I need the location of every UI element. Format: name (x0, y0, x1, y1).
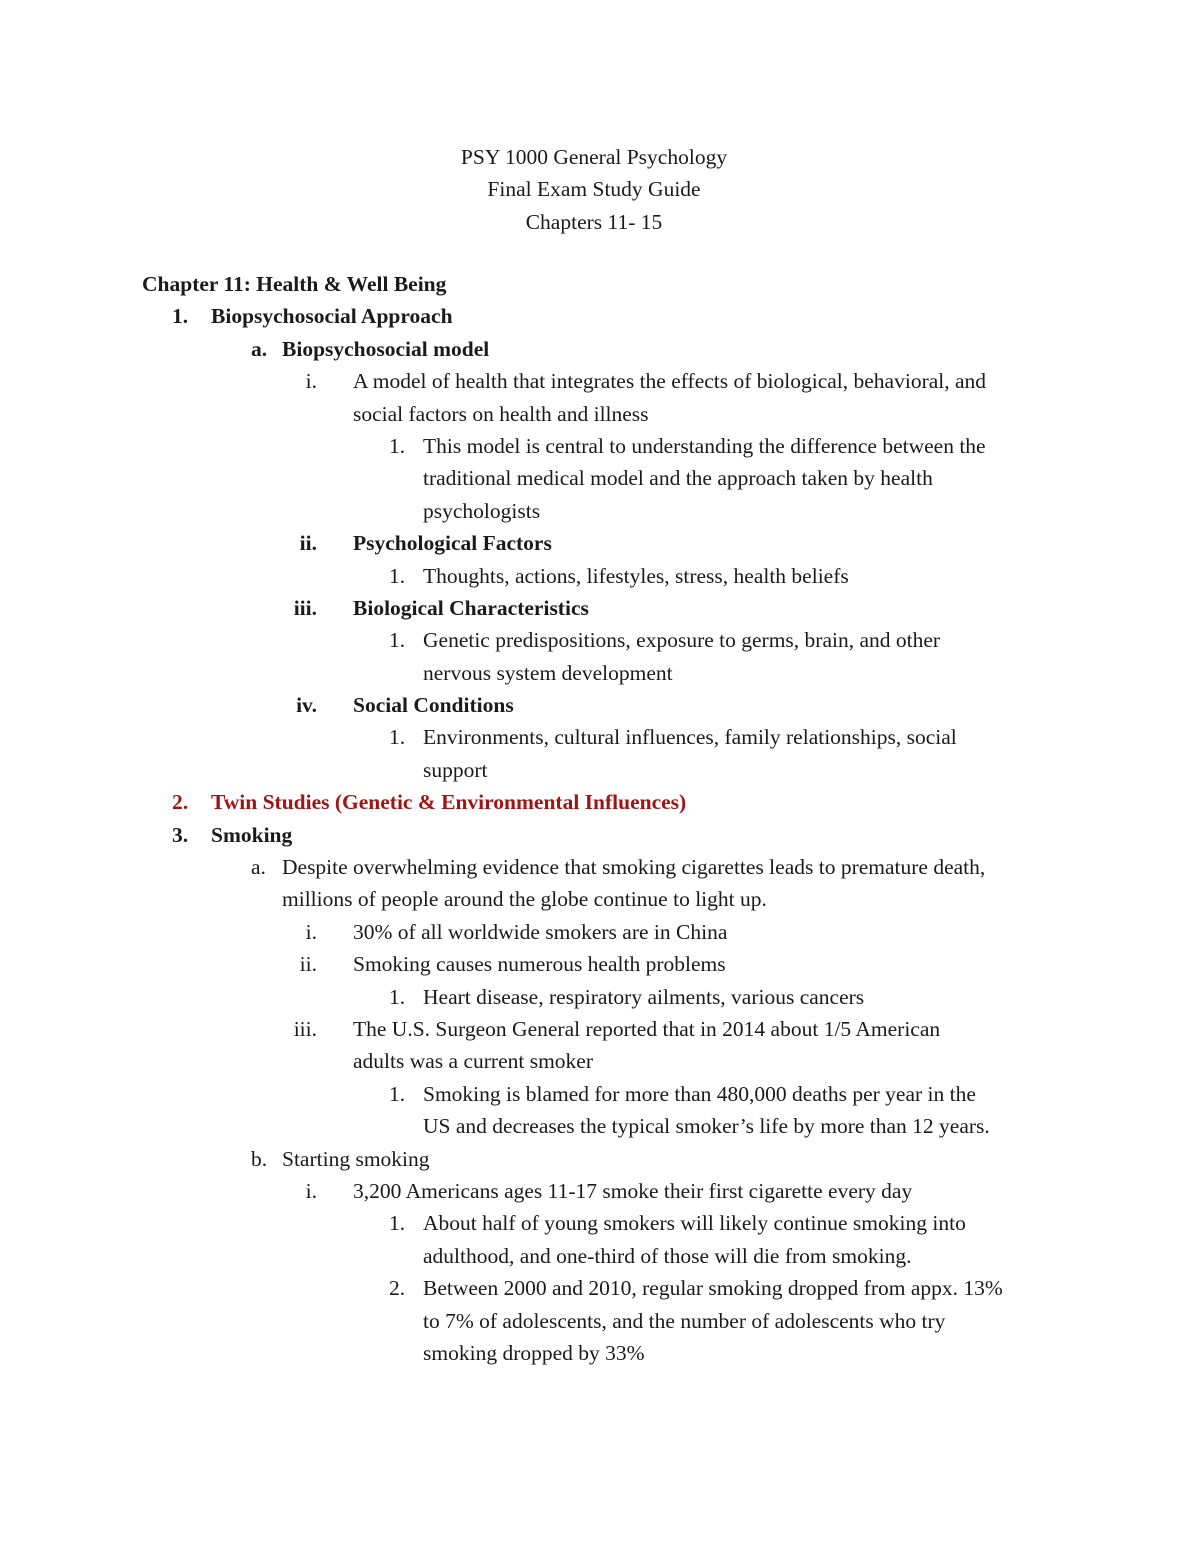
item-title: Biological Characteristics (353, 595, 589, 620)
item-text: smoking dropped by 33% (423, 1340, 645, 1365)
item-text: Starting smoking (282, 1146, 430, 1171)
chapter-heading (0, 268, 1200, 300)
list-number: 1. (172, 304, 189, 329)
list-item-continuation (0, 883, 1200, 915)
section-title-highlighted: Twin Studies (Genetic & Environmental Influences) (211, 790, 687, 815)
chapter-11-heading: Chapter 11: Health & Well Being (142, 272, 447, 296)
list-item (0, 1207, 1200, 1239)
list-roman: i. (305, 369, 317, 394)
item-text: millions of people around the globe continue to light up. (282, 887, 767, 912)
list-item-continuation (0, 1045, 1200, 1077)
list-item (0, 786, 1200, 818)
item-text: Between 2000 and 2010, regular smoking dropped from appx. 13% (423, 1276, 1003, 1301)
list-item-continuation (0, 754, 1200, 786)
item-text: About half of young smokers will likely continue smoking into (423, 1211, 966, 1236)
list-roman: iii. (293, 1016, 317, 1041)
title-block (0, 141, 1188, 238)
list-letter: a. (251, 336, 268, 361)
item-text: Environments, cultural influences, family relationships, social (423, 725, 957, 750)
list-item (0, 721, 1200, 753)
list-letter: b. (251, 1146, 268, 1171)
list-number: 2. (172, 790, 189, 815)
item-text: US and decreases the typical smoker’s life by more than 12 years. (423, 1114, 990, 1139)
list-roman: iii. (293, 595, 317, 620)
section-title: Biopsychosocial Approach (211, 304, 453, 329)
item-text: adulthood, and one-third of those will die from smoking. (423, 1243, 912, 1268)
list-item (0, 300, 1200, 332)
item-text: A model of health that integrates the effects of biological, behavioral, and (353, 369, 987, 394)
list-item (0, 365, 1200, 397)
item-text: nervous system development (423, 660, 673, 685)
item-title: Social Conditions (353, 693, 514, 718)
list-number: 1. (389, 628, 406, 653)
section-title: Smoking (211, 822, 293, 847)
item-title: Psychological Factors (353, 531, 552, 556)
list-roman: ii. (299, 952, 317, 977)
list-item-continuation (0, 495, 1200, 527)
list-item (0, 430, 1200, 462)
item-text: support (423, 757, 488, 782)
item-text: 30% of all worldwide smokers are in China (353, 919, 728, 944)
list-number: 1. (389, 433, 406, 458)
item-text: to 7% of adolescents, and the number of adolescents who try (423, 1308, 946, 1333)
item-text: Despite overwhelming evidence that smoking cigarettes leads to premature death, (282, 855, 986, 880)
list-item (0, 981, 1200, 1013)
item-text: psychologists (423, 498, 541, 523)
item-text: Thoughts, actions, lifestyles, stress, health beliefs (423, 563, 849, 588)
list-number: 1. (389, 1211, 406, 1236)
list-item (0, 1143, 1200, 1175)
item-text: The U.S. Surgeon General reported that in 2014 about 1/5 American (353, 1016, 941, 1041)
item-text: social factors on health and illness (353, 401, 649, 426)
list-item-continuation (0, 1337, 1200, 1369)
list-item (0, 948, 1200, 980)
list-roman: iv. (296, 693, 317, 718)
item-text: Heart disease, respiratory ailments, various cancers (423, 984, 865, 1009)
list-item (0, 1013, 1200, 1045)
list-item-continuation (0, 398, 1200, 430)
list-item (0, 624, 1200, 656)
list-roman: i. (305, 919, 317, 944)
item-text: 3,200 Americans ages 11-17 smoke their first cigarette every day (353, 1178, 913, 1203)
list-number: 1. (389, 984, 406, 1009)
list-item (0, 851, 1200, 883)
list-letter: a. (251, 855, 266, 880)
list-item-continuation (0, 1305, 1200, 1337)
list-item (0, 916, 1200, 948)
course-title: PSY 1000 General Psychology (460, 145, 728, 169)
list-item (0, 1272, 1200, 1304)
item-text: adults was a current smoker (353, 1049, 594, 1074)
guide-title: Final Exam Study Guide (487, 177, 701, 202)
list-item (0, 1078, 1200, 1110)
list-item (0, 527, 1200, 559)
list-item-continuation (0, 1110, 1200, 1142)
item-text: Genetic predispositions, exposure to germs, brain, and other (423, 628, 941, 653)
subsection-title: Biopsychosocial model (282, 336, 490, 361)
list-roman: ii. (299, 531, 317, 556)
item-text: This model is central to understanding the difference between the (423, 433, 986, 458)
item-text: Smoking is blamed for more than 480,000 deaths per year in the (423, 1081, 976, 1106)
list-item (0, 689, 1200, 721)
list-item (0, 592, 1200, 624)
list-item (0, 560, 1200, 592)
item-text: traditional medical model and the approach taken by health (423, 466, 933, 491)
list-number: 1. (389, 725, 406, 750)
list-roman: i. (305, 1178, 317, 1203)
item-text: Smoking causes numerous health problems (353, 952, 726, 977)
list-item-continuation (0, 462, 1200, 494)
chapters-range: Chapters 11- 15 (525, 209, 663, 234)
study-guide-outline (0, 268, 1200, 1369)
list-item (0, 1175, 1200, 1207)
list-item (0, 819, 1200, 851)
list-number: 1. (389, 563, 406, 588)
list-item-continuation (0, 657, 1200, 689)
list-number: 1. (389, 1081, 406, 1106)
list-number: 3. (172, 822, 189, 847)
list-item (0, 333, 1200, 365)
list-number: 2. (389, 1276, 406, 1301)
list-item-continuation (0, 1240, 1200, 1272)
